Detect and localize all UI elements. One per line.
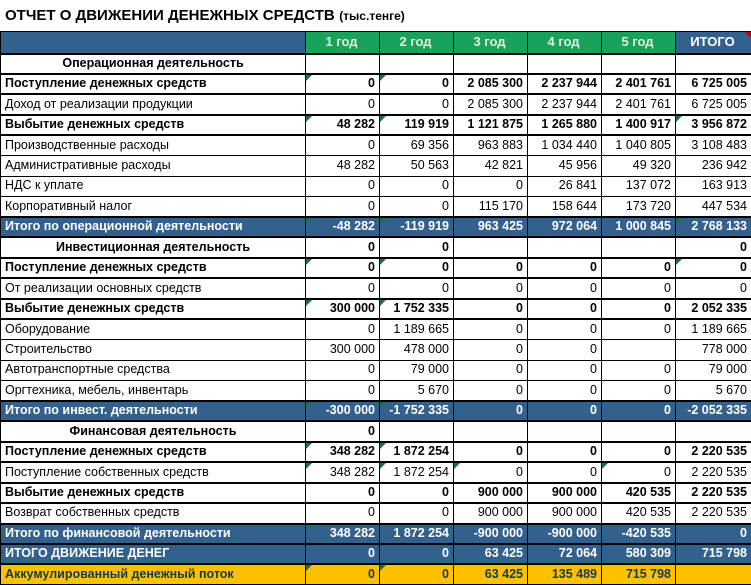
value-cell[interactable]: 3 956 872 (676, 115, 751, 135)
value-cell[interactable] (528, 54, 602, 74)
value-cell[interactable]: 0 (380, 278, 454, 298)
formula-flag-icon (380, 443, 386, 449)
column-header-year-1[interactable]: 1 год (306, 32, 380, 54)
row-label-cell[interactable]: Итого по операционной деятельности (1, 217, 306, 237)
value-cell[interactable]: 0 (528, 462, 602, 482)
formula-flag-icon (380, 75, 386, 81)
table-row (1, 197, 751, 217)
value-cell[interactable]: 1 121 875 (454, 115, 528, 135)
value-cell[interactable]: 0 (380, 483, 454, 503)
value-cell[interactable]: 0 (380, 544, 454, 564)
header-row (1, 32, 751, 54)
formula-flag-icon (380, 402, 386, 408)
value-cell[interactable]: 348 282 (306, 462, 380, 482)
value-cell[interactable]: 715 798 (602, 564, 676, 584)
column-header-total[interactable]: ИТОГО (676, 32, 751, 54)
value-cell[interactable] (380, 421, 454, 441)
row-label-cell[interactable]: Аккумулированный денежный поток (1, 564, 306, 584)
value-cell[interactable]: 715 798 (676, 544, 751, 564)
value-cell[interactable]: 158 644 (528, 197, 602, 217)
value-cell[interactable]: 0 (380, 503, 454, 523)
value-cell[interactable]: 0 (528, 258, 602, 278)
value-cell[interactable]: 0 (454, 360, 528, 380)
value-cell[interactable]: 0 (454, 381, 528, 401)
value-cell[interactable]: 0 (454, 176, 528, 196)
value-cell[interactable]: 0 (306, 564, 380, 584)
value-cell[interactable]: 1 189 665 (676, 319, 751, 339)
value-cell[interactable] (454, 237, 528, 257)
table-row (1, 258, 751, 278)
value-cell[interactable]: -900 000 (528, 524, 602, 544)
value-cell[interactable]: 0 (602, 299, 676, 319)
value-cell[interactable]: 0 (380, 237, 454, 257)
table-row (1, 360, 751, 380)
value-cell[interactable]: 0 (454, 462, 528, 482)
value-cell[interactable]: 0 (454, 278, 528, 298)
value-cell[interactable]: 2 220 535 (676, 462, 751, 482)
table-row (1, 483, 751, 503)
corner-header-cell[interactable] (1, 32, 306, 54)
table-row (1, 401, 751, 421)
value-cell[interactable] (454, 421, 528, 441)
value-cell[interactable] (676, 564, 751, 584)
row-label-cell[interactable]: Оборудование (1, 319, 306, 339)
value-cell[interactable]: 0 (306, 135, 380, 155)
table-row (1, 94, 751, 114)
value-cell[interactable]: 0 (454, 258, 528, 278)
table-row (1, 503, 751, 523)
row-label-cell[interactable]: Поступление денежных средств (1, 442, 306, 462)
table-body (1, 54, 751, 585)
value-cell[interactable]: 0 (528, 360, 602, 380)
value-cell[interactable]: 0 (380, 258, 454, 278)
value-cell[interactable]: 0 (306, 197, 380, 217)
value-cell[interactable]: -300 000 (306, 401, 380, 421)
row-label-cell[interactable]: Автотранспортные средства (1, 360, 306, 380)
value-cell[interactable]: 119 919 (380, 115, 454, 135)
value-cell[interactable]: 72 064 (528, 544, 602, 564)
value-cell[interactable] (676, 54, 751, 74)
row-label-cell[interactable]: Административные расходы (1, 156, 306, 176)
value-cell[interactable]: -1 752 335 (380, 401, 454, 421)
value-cell[interactable]: 0 (528, 319, 602, 339)
value-cell[interactable]: 0 (676, 258, 751, 278)
value-cell[interactable]: 1 752 335 (380, 299, 454, 319)
value-cell[interactable]: 135 489 (528, 564, 602, 584)
row-label-cell[interactable]: Итого по инвест. деятельности (1, 401, 306, 421)
value-cell[interactable]: 0 (602, 319, 676, 339)
value-cell[interactable] (602, 421, 676, 441)
value-cell[interactable]: 0 (528, 299, 602, 319)
value-cell[interactable]: 2 220 535 (676, 503, 751, 523)
value-cell[interactable]: 1 872 254 (380, 462, 454, 482)
value-cell[interactable]: 0 (306, 360, 380, 380)
formula-flag-icon (306, 259, 312, 265)
report-title (0, 0, 751, 31)
row-label-cell[interactable]: Операционная деятельность (1, 54, 306, 74)
value-cell[interactable]: 1 034 440 (528, 135, 602, 155)
value-cell[interactable]: 1 265 880 (528, 115, 602, 135)
value-cell[interactable]: 0 (306, 381, 380, 401)
value-cell[interactable]: 26 841 (528, 176, 602, 196)
comment-marker-icon (745, 32, 751, 38)
table-row (1, 237, 751, 257)
value-cell[interactable]: 42 821 (454, 156, 528, 176)
value-cell[interactable]: 0 (528, 381, 602, 401)
row-label-cell[interactable]: Строительство (1, 340, 306, 360)
value-cell[interactable]: 420 535 (602, 483, 676, 503)
value-cell[interactable]: 1 189 665 (380, 319, 454, 339)
column-header-year-3[interactable]: 3 год (454, 32, 528, 54)
formula-flag-icon (306, 300, 312, 306)
table-row (1, 54, 751, 74)
table-row (1, 115, 751, 135)
value-cell[interactable]: 420 535 (602, 503, 676, 523)
table-row (1, 176, 751, 196)
value-cell[interactable]: 778 000 (676, 340, 751, 360)
table-row (1, 217, 751, 237)
table-row (1, 278, 751, 298)
table-row (1, 156, 751, 176)
value-cell[interactable]: 0 (454, 299, 528, 319)
formula-flag-icon (454, 463, 460, 469)
value-cell[interactable]: 2 401 761 (602, 74, 676, 94)
value-cell[interactable]: 63 425 (454, 564, 528, 584)
row-label-cell[interactable]: Инвестиционная деятельность (1, 237, 306, 257)
formula-flag-icon (380, 463, 386, 469)
value-cell[interactable]: 1 000 845 (602, 217, 676, 237)
value-cell[interactable]: 0 (380, 197, 454, 217)
formula-flag-icon (306, 443, 312, 449)
value-cell[interactable] (528, 421, 602, 441)
value-cell[interactable]: 0 (306, 94, 380, 114)
row-label-cell[interactable]: Корпоративный налог (1, 197, 306, 217)
table-row (1, 544, 751, 564)
cashflow-table (0, 31, 751, 585)
table-row (1, 74, 751, 94)
value-cell[interactable]: 478 000 (380, 340, 454, 360)
value-cell[interactable] (602, 54, 676, 74)
value-cell[interactable]: 300 000 (306, 340, 380, 360)
value-cell[interactable]: 5 670 (676, 381, 751, 401)
table-row (1, 462, 751, 482)
formula-flag-icon (380, 116, 386, 122)
row-label-cell[interactable]: От реализации основных средств (1, 278, 306, 298)
value-cell[interactable]: 2 401 761 (602, 94, 676, 114)
value-cell[interactable]: 1 872 254 (380, 442, 454, 462)
value-cell[interactable]: 0 (528, 401, 602, 421)
formula-flag-icon (306, 565, 312, 571)
table-row (1, 524, 751, 544)
value-cell[interactable]: 1 872 254 (380, 524, 454, 544)
value-cell[interactable]: 6 725 005 (676, 74, 751, 94)
value-cell[interactable] (602, 237, 676, 257)
value-cell[interactable]: 900 000 (528, 483, 602, 503)
table-row (1, 442, 751, 462)
value-cell[interactable]: 69 356 (380, 135, 454, 155)
row-label-cell[interactable]: Выбытие денежных средств (1, 299, 306, 319)
table-row (1, 319, 751, 339)
value-cell[interactable]: 0 (306, 258, 380, 278)
value-cell[interactable]: 0 (306, 176, 380, 196)
table-row (1, 340, 751, 360)
value-cell[interactable]: 45 956 (528, 156, 602, 176)
formula-flag-icon (306, 116, 312, 122)
value-cell[interactable]: 0 (676, 278, 751, 298)
row-label-cell[interactable]: Поступление денежных средств (1, 74, 306, 94)
value-cell[interactable]: 48 282 (306, 115, 380, 135)
formula-flag-icon (306, 463, 312, 469)
value-cell[interactable]: 63 425 (454, 544, 528, 564)
value-cell[interactable]: 0 (602, 401, 676, 421)
formula-flag-icon (380, 259, 386, 265)
value-cell[interactable]: 6 725 005 (676, 94, 751, 114)
value-cell[interactable]: 115 170 (454, 197, 528, 217)
value-cell[interactable]: 348 282 (306, 442, 380, 462)
value-cell[interactable]: -119 919 (380, 217, 454, 237)
value-cell[interactable]: 0 (306, 503, 380, 523)
value-cell[interactable]: 0 (306, 278, 380, 298)
value-cell[interactable] (528, 237, 602, 257)
report-title-unit: (тыс.тенге) (339, 9, 405, 23)
value-cell[interactable]: 900 000 (454, 483, 528, 503)
value-cell[interactable]: 0 (676, 524, 751, 544)
row-label-cell[interactable]: Возврат собственных средств (1, 503, 306, 523)
value-cell[interactable]: 0 (454, 319, 528, 339)
value-cell[interactable]: 5 670 (380, 381, 454, 401)
formula-flag-icon (306, 75, 312, 81)
formula-flag-icon (676, 218, 682, 224)
value-cell[interactable]: 0 (306, 544, 380, 564)
row-label-cell[interactable]: Доход от реализации продукции (1, 94, 306, 114)
table-row (1, 381, 751, 401)
value-cell[interactable]: 0 (380, 564, 454, 584)
value-cell[interactable]: 2 052 335 (676, 299, 751, 319)
formula-flag-icon (306, 218, 312, 224)
value-cell[interactable]: 1 400 917 (602, 115, 676, 135)
formula-flag-icon (306, 402, 312, 408)
value-cell[interactable]: 0 (602, 442, 676, 462)
formula-flag-icon (380, 218, 386, 224)
formula-flag-icon (380, 565, 386, 571)
value-cell[interactable]: 0 (602, 381, 676, 401)
formula-flag-icon (676, 116, 682, 122)
value-cell[interactable]: 0 (528, 442, 602, 462)
row-label-cell[interactable]: Производственные расходы (1, 135, 306, 155)
row-label-cell[interactable]: НДС к уплате (1, 176, 306, 196)
value-cell[interactable]: 300 000 (306, 299, 380, 319)
value-cell[interactable]: 236 942 (676, 156, 751, 176)
value-cell[interactable]: 900 000 (454, 503, 528, 523)
value-cell[interactable]: 963 425 (454, 217, 528, 237)
value-cell[interactable] (380, 54, 454, 74)
value-cell[interactable]: 348 282 (306, 524, 380, 544)
value-cell[interactable]: 0 (602, 258, 676, 278)
value-cell[interactable]: 0 (380, 176, 454, 196)
row-label-cell[interactable]: Финансовая деятельность (1, 421, 306, 441)
value-cell[interactable] (306, 54, 380, 74)
value-cell[interactable] (676, 421, 751, 441)
value-cell[interactable]: 0 (306, 237, 380, 257)
value-cell[interactable]: 163 913 (676, 176, 751, 196)
formula-flag-icon (380, 300, 386, 306)
value-cell[interactable]: 447 534 (676, 197, 751, 217)
value-cell[interactable] (602, 340, 676, 360)
value-cell[interactable]: 0 (528, 340, 602, 360)
value-cell[interactable]: 900 000 (528, 503, 602, 523)
row-label-cell[interactable]: ИТОГО ДВИЖЕНИЕ ДЕНЕГ (1, 544, 306, 564)
value-cell[interactable]: 0 (676, 237, 751, 257)
formula-flag-icon (676, 259, 682, 265)
value-cell[interactable]: 972 064 (528, 217, 602, 237)
column-header-year-4[interactable]: 4 год (528, 32, 602, 54)
value-cell[interactable]: -2 052 335 (676, 401, 751, 421)
value-cell[interactable]: 2 220 535 (676, 483, 751, 503)
value-cell[interactable]: 137 072 (602, 176, 676, 196)
value-cell[interactable]: 0 (380, 94, 454, 114)
value-cell[interactable]: 0 (602, 462, 676, 482)
value-cell[interactable]: 0 (528, 278, 602, 298)
value-cell[interactable]: 79 000 (380, 360, 454, 380)
value-cell[interactable]: 2 237 944 (528, 74, 602, 94)
column-header-year-2[interactable]: 2 год (380, 32, 454, 54)
row-label-cell[interactable]: Поступление денежных средств (1, 258, 306, 278)
value-cell[interactable]: 173 720 (602, 197, 676, 217)
column-header-year-5[interactable]: 5 год (602, 32, 676, 54)
row-label-cell[interactable]: Выбытие денежных средств (1, 483, 306, 503)
value-cell[interactable]: -900 000 (454, 524, 528, 544)
value-cell[interactable]: 1 040 805 (602, 135, 676, 155)
value-cell[interactable]: 0 (602, 360, 676, 380)
table-row (1, 299, 751, 319)
value-cell[interactable]: 2 085 300 (454, 74, 528, 94)
table-row (1, 564, 751, 584)
value-cell[interactable]: 50 563 (380, 156, 454, 176)
value-cell[interactable]: 2 085 300 (454, 94, 528, 114)
table-row (1, 421, 751, 441)
table-row (1, 135, 751, 155)
value-cell[interactable]: 580 309 (602, 544, 676, 564)
value-cell[interactable]: 0 (454, 401, 528, 421)
value-cell[interactable]: 963 883 (454, 135, 528, 155)
value-cell[interactable]: 0 (306, 483, 380, 503)
value-cell[interactable]: 2 768 133 (676, 217, 751, 237)
value-cell[interactable]: 2 237 944 (528, 94, 602, 114)
value-cell[interactable]: 0 (380, 74, 454, 94)
value-cell[interactable]: 2 220 535 (676, 442, 751, 462)
value-cell[interactable]: -420 535 (602, 524, 676, 544)
value-cell[interactable]: 79 000 (676, 360, 751, 380)
value-cell[interactable]: 0 (454, 340, 528, 360)
value-cell[interactable] (454, 54, 528, 74)
value-cell[interactable]: 3 108 483 (676, 135, 751, 155)
report-title-text: ОТЧЕТ О ДВИЖЕНИИ ДЕНЕЖНЫХ СРЕДСТВ (5, 7, 335, 24)
value-cell[interactable]: 49 320 (602, 156, 676, 176)
value-cell[interactable]: 0 (602, 278, 676, 298)
value-cell[interactable]: 0 (454, 442, 528, 462)
formula-flag-icon (306, 525, 312, 531)
value-cell[interactable]: 0 (306, 421, 380, 441)
value-cell[interactable]: 0 (306, 319, 380, 339)
formula-flag-icon (602, 463, 608, 469)
value-cell[interactable]: -48 282 (306, 217, 380, 237)
row-label-cell[interactable]: Выбытие денежных средств (1, 115, 306, 135)
row-label-cell[interactable]: Оргтехника, мебель, инвентарь (1, 381, 306, 401)
row-label-cell[interactable]: Итого по финансовой деятельности (1, 524, 306, 544)
row-label-cell[interactable]: Поступление собственных средств (1, 462, 306, 482)
value-cell[interactable]: 48 282 (306, 156, 380, 176)
value-cell[interactable]: 0 (306, 74, 380, 94)
